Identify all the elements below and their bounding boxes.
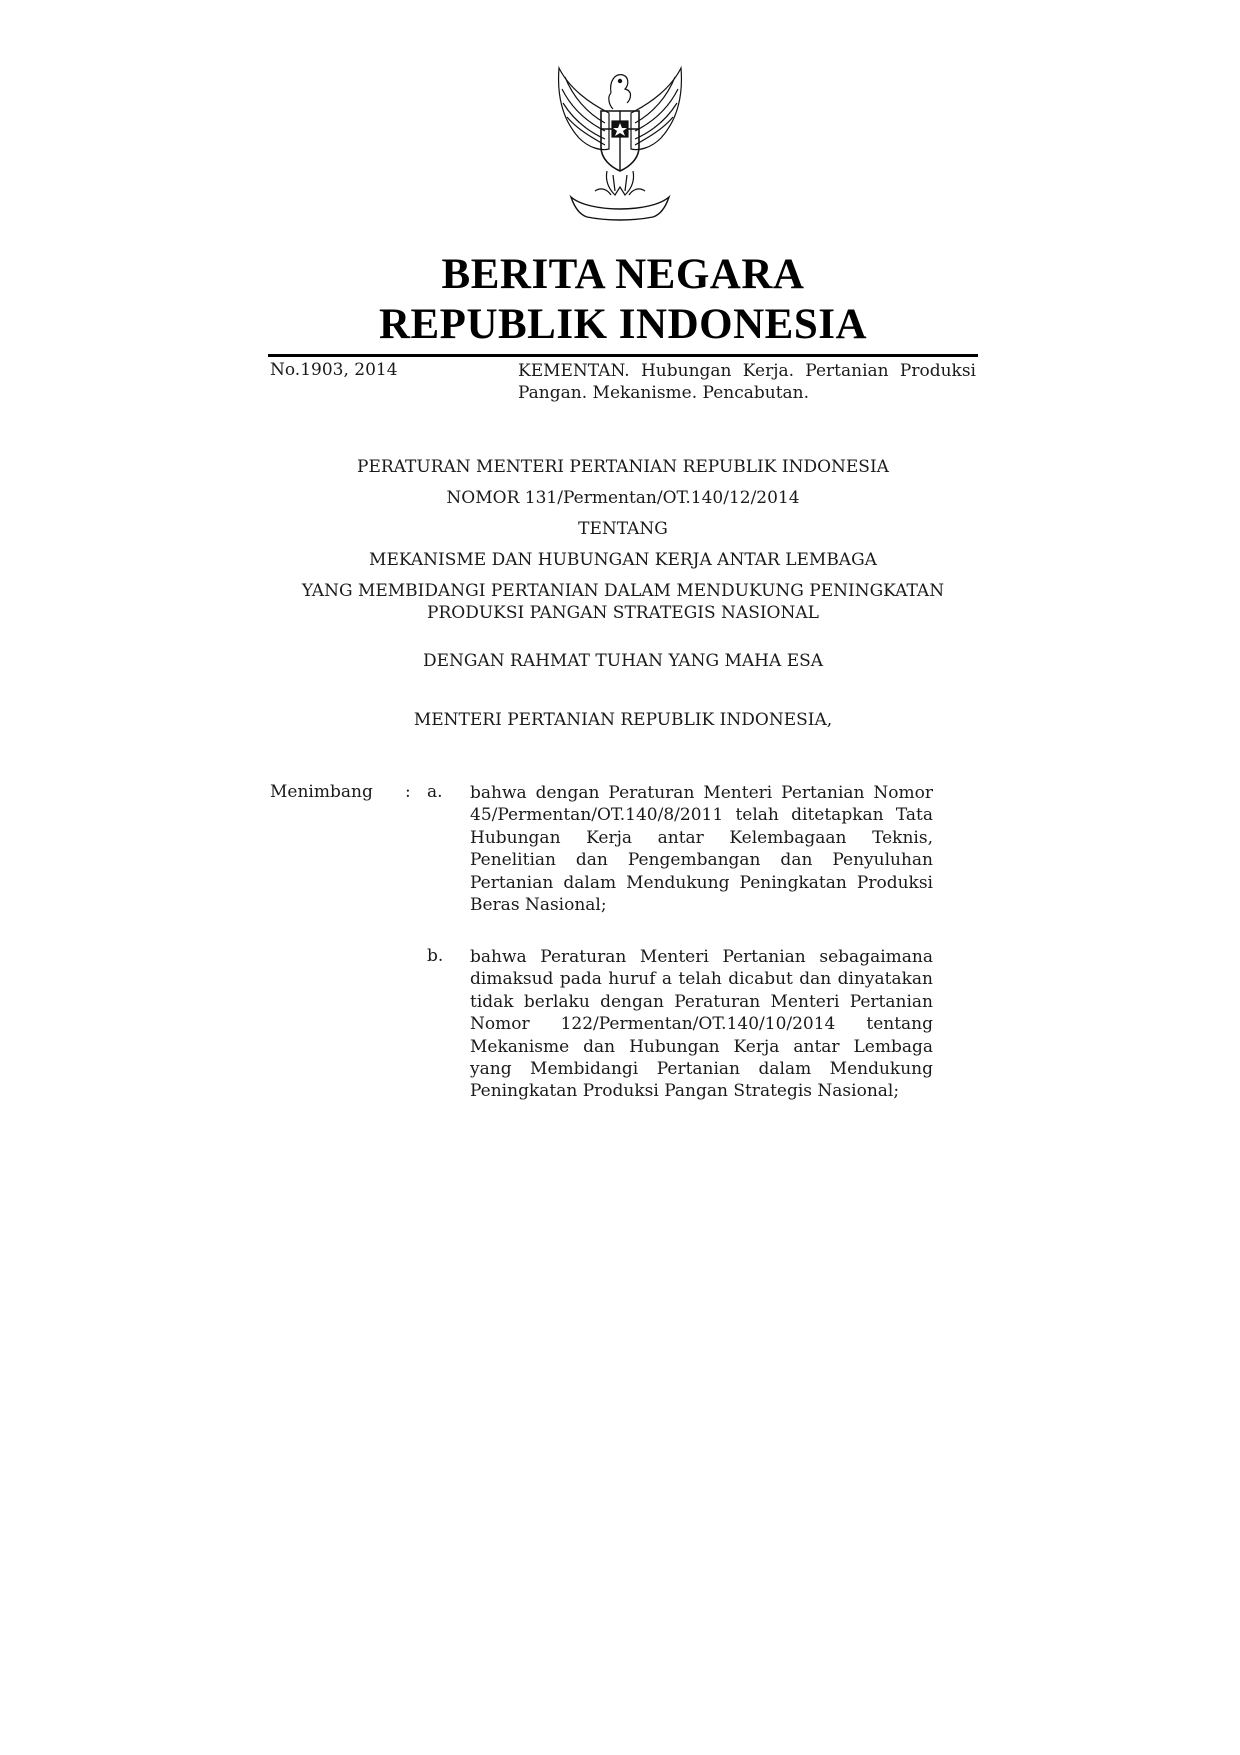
considering-item-letter: a. [427, 782, 443, 802]
regulation-number: NOMOR 131/Permentan/OT.140/12/2014 [446, 488, 800, 508]
considering-item-letter: b. [427, 946, 444, 966]
regulation-title-line-2: YANG MEMBIDANGI PERTANIAN DALAM MENDUKUNG PENINGKATAN [301, 581, 945, 601]
garuda-emblem-icon [549, 63, 691, 223]
regulation-heading: PERATURAN MENTERI PERTANIAN REPUBLIK INDONESIA [357, 457, 889, 477]
issuer-line: MENTERI PERTANIAN REPUBLIK INDONESIA, [413, 710, 833, 730]
gazette-masthead-subtitle: REPUBLIK INDONESIA [378, 301, 868, 348]
considering-item-text: bahwa Peraturan Menteri Pertanian sebagaimana dimaksud pada huruf a telah dicabut dan dinyatakan tidak berlaku dengan Peraturan Menteri Pertanian Nomor 122/Permentan/OT.140/10/2014 tentang Mekanisme dan Hubungan Kerja antar Lembaga yang Membidangi Pertanian dalam Mendukung Peningkatan Produksi Pangan Strategis Nasional; [470, 947, 933, 1102]
considering-colon: : [405, 782, 411, 802]
regulation-title-line-1: MEKANISME DAN HUBUNGAN KERJA ANTAR LEMBAGA [369, 550, 877, 570]
masthead-divider [268, 354, 978, 357]
garuda-pancasila-emblem [549, 63, 691, 223]
gazette-number: No.1903, 2014 [270, 360, 398, 380]
considering-item-text: bahwa dengan Peraturan Menteri Pertanian Nomor 45/Permentan/OT.140/8/2011 telah ditetapkan Tata Hubungan Kerja antar Kelembagaan Teknis, Penelitian dan Pengembangan dan Penyuluhan Pertanian dalam Mendukung Peningkatan Produksi Beras Nasional; [470, 783, 933, 916]
blessing-line: DENGAN RAHMAT TUHAN YANG MAHA ESA [422, 651, 824, 671]
gazette-subject: KEMENTAN. Hubungan Kerja. Pertanian Produksi Pangan. Mekanisme. Pencabutan. [518, 361, 976, 403]
gazette-masthead-title: BERITA NEGARA [441, 251, 805, 298]
regulation-about: TENTANG [578, 519, 668, 539]
considering-label: Menimbang [270, 782, 373, 802]
regulation-title-line-3: PRODUKSI PANGAN STRATEGIS NASIONAL [427, 603, 819, 623]
